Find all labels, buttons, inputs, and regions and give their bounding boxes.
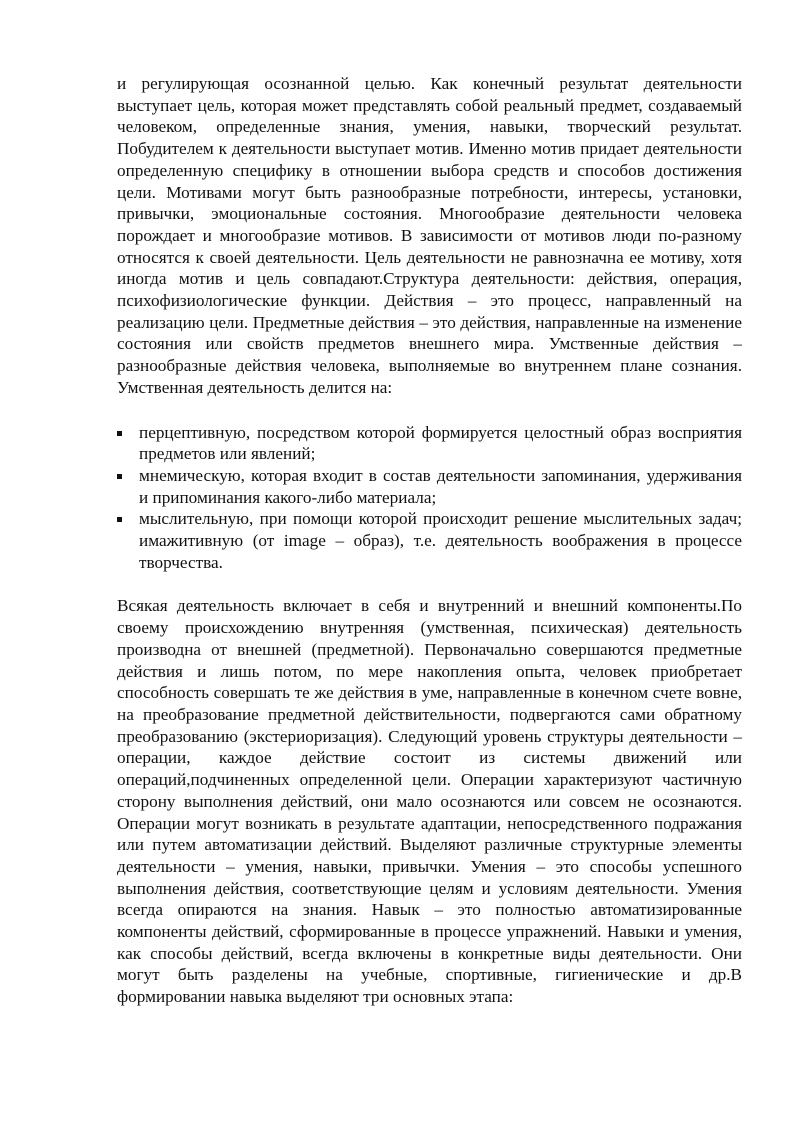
bullet-icon: [117, 431, 122, 436]
list-item: [117, 422, 742, 465]
bullet-icon: [117, 474, 122, 479]
list-item-text: перцептивную, посредством которой формируется целостный образ восприятия предметов или явлений;: [139, 422, 742, 464]
list-item-text: мыслительную, при помощи которой происходит решение мыслительных задач; имажитивную (от image – образ), т.е. деятельность воображения в процессе творчества.: [139, 509, 742, 572]
list-item: [117, 508, 742, 573]
paragraph-1: и регулирующая осознанной целью. Как конечный результат деятельности выступает цель, которая может представлять собой реальный предмет, создаваемый человеком, определенные знания, умения, навыки, творческий результат. Побудителем к деятельности выступает мотив. Именно мотив придает деятельности определенную специфику в отношении выбора средств и способов достижения цели. Мотивами могут быть разнообразные потребности, интересы, установки, привычки, эмоциональные состояния. Многообразие деятельности человека порождает и многообразие мотивов. В зависимости от мотивов люди по-разному относятся к своей деятельности. Цель деятельности не равнозначна ее мотиву, хотя иногда мотив и цель совпадают.Структура деятельности: действия, операция, психофизиологические функции. Действия – это процесс, направленный на реализацию цели. Предметные действия – это действия, направленные на изменение состояния или свойств предметов внешнего мира. Умственные действия – разнообразные действия человека, выполняемые во внутреннем плане сознания. Умственная деятельность делится на:: [117, 74, 742, 397]
list-item: [117, 465, 742, 508]
paragraph-2: Всякая деятельность включает в себя и внутренний и внешний компоненты.По своему происхождению внутренняя (умственная, психическая) деятельность производна от внешней (предметной). Первоначально совершаются предметные действия и лишь потом, по мере накопления опыта, человек приобретает способность совершать те же действия в уме, направленные в конечном счете вовне, на преобразование предметной действительности, подвергаются сами обратному преобразованию (экстериоризация). Следующий уровень структуры деятельности – операции, каждое действие состоит из системы движений или операций,подчиненных определенной цели. Операции характеризуют частичную сторону выполнения действий, они мало осознаются или совсем не осознаются. Операции могут возникать в результате адаптации, непосредственного подражания или путем автоматизации действий. Выделяют различные структурные элементы деятельности – умения, навыки, привычки. Умения – это способы успешного выполнения действия, соответствующие целям и условиям деятельности. Умения всегда опираются на знания. Навык – это полностью автоматизированные компоненты действий, сформированные в процессе упражнений. Навыки и умения, как способы действий, всегда включены в конкретные виды деятельности. Они могут быть разделены на учебные, спортивные, гигиенические и др.В формировании навыка выделяют три основных этапа:: [117, 596, 742, 1007]
bullet-icon: [117, 517, 122, 522]
list-item-text: мнемическую, которая входит в состав деятельности запоминания, удерживания и припоминания какого-либо материала;: [139, 465, 742, 507]
bullet-list: [117, 422, 742, 574]
document-page: [117, 73, 742, 1008]
